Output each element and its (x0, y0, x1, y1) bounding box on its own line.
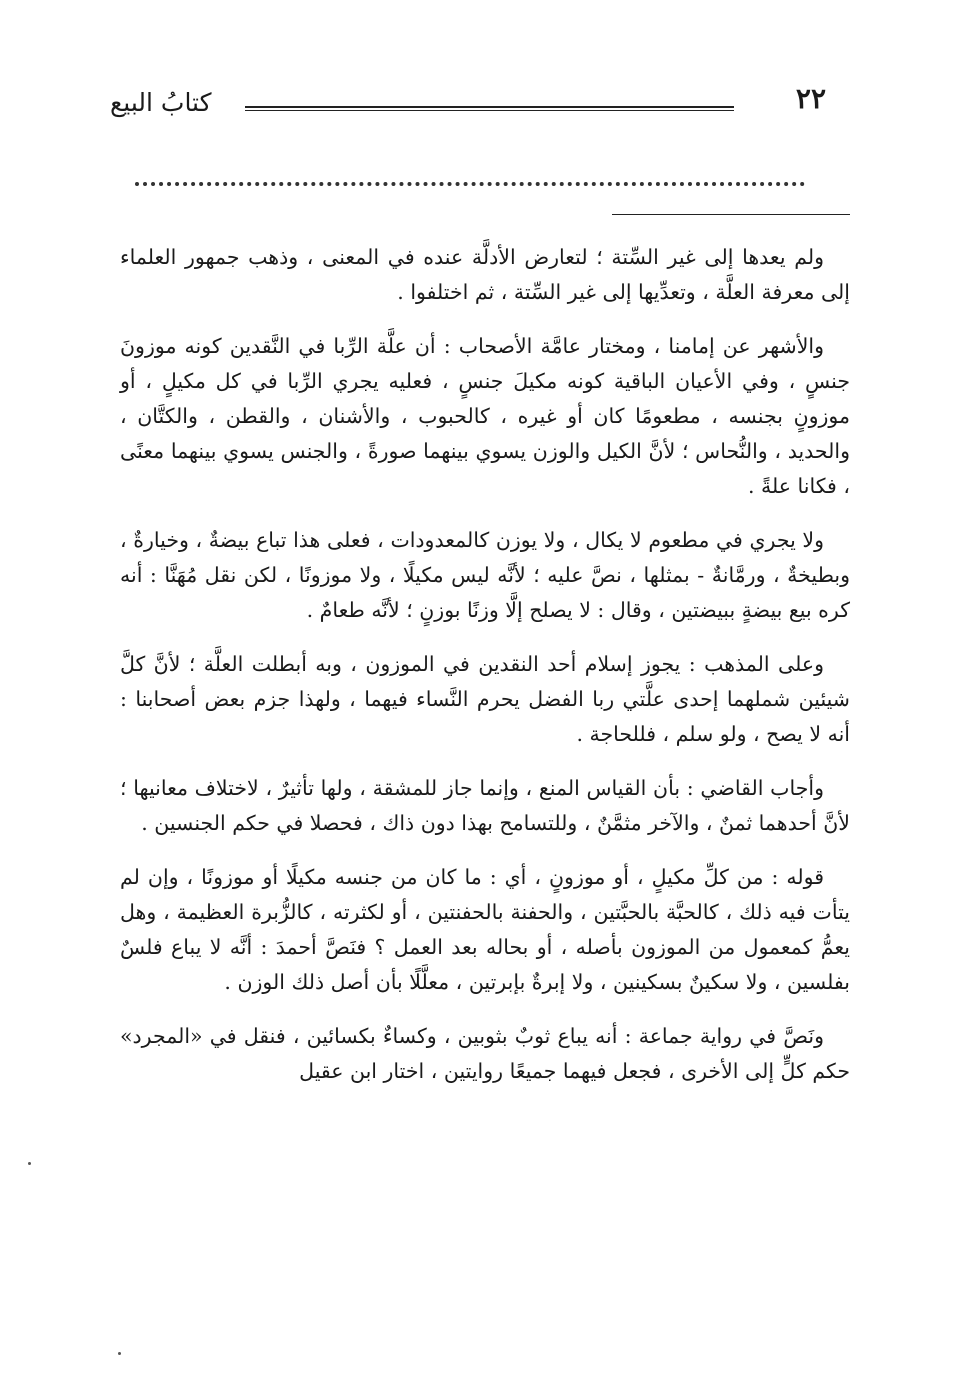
footnote-rule (612, 214, 850, 215)
running-header (110, 82, 826, 122)
body-text (120, 240, 850, 1108)
header-rule (245, 106, 734, 111)
dotted-separator (135, 182, 805, 196)
paragraph: قوله : من كلِّ مكيلٍ ، أو موزونٍ ، أي : ما كان من جنسه مكيلًا أو موزونًا ، وإن لم يتأت فيه ذلك ، كالحبَّة بالحبَّتين ، والحفنة بالحفنتين ، أو لكثرته ، كالزُّبرة العظيمة ، وهل يعمُّ كمعمول من الموزون بأصله ، أو بحاله بعد العمل ؟ فنَصَّ أحمدَ : أنَّه لا يباع فلسٌ بفلسين ، ولا سكينٌ بسكينين ، ولا إبرةٌ بإبرتين ، معلَّلًا بأن أصل ذلك الوزن . (120, 865, 850, 994)
scan-speck (118, 1352, 121, 1355)
scan-speck (28, 1162, 31, 1165)
paragraph: ولا يجري في مطعوم لا يكال ، ولا يوزن كالمعدودات ، فعلى هذا تباع بيضةٌ ، وخيارةٌ ، وبطيخةٌ ، ورمَّانةٌ - بمثلها ، نصَّ عليه ؛ لأنَّه ليس مكيلًا ، ولا موزونًا ، لكن نقل مُهَنَّا : أنه كره بيع بيضةٍ ببيضتين ، وقال : لا يصلح إلَّا وزنًا بوزنٍ ؛ لأنَّه طعامٌ . (120, 528, 850, 622)
running-title: كتابُ البيع (110, 88, 212, 117)
paragraph: وأجاب القاضي : بأن القياس المنع ، وإنما جاز للمشقة ، ولها تأثيرٌ ، لاختلاف معانيها ؛ لأنَّ أحدهما ثمنٌ ، والآخر مثمَّنٌ ، وللتسامح بهذا دون ذاك ، فحصلا في حكم الجنسين . (120, 776, 850, 835)
page-number: ٢٢ (795, 82, 826, 115)
paragraph: وعلى المذهب : يجوز إسلام أحد النقدين في الموزون ، وبه أبطلت العلَّة ؛ لأنَّ كلَّ شيئين شملهما إحدى علَّتي ربا الفضل يحرم النَّساء فيهما ، ولهذا جزم بعض أصحابنا : أنه لا يصح ، ولو سلم ، فللحاجة . (120, 652, 850, 746)
paragraph: ولم يعدها إلى غير السِّتة ؛ لتعارض الأدلَّة عنده في المعنى ، وذهب جمهور العلماء إلى معرفة العلَّة ، وتعدِّيها إلى غير السِّتة ، ثم اختلفوا . (120, 245, 850, 304)
paragraph: ونَصَّ في رواية جماعة : أنه يباع ثوبٌ بثوبين ، وكساءٌ بكسائين ، فنقل في «المجرد» حكم كلٍّ إلى الأخرى ، فجعل فيهما جميعًا روايتين ، اختار ابن عقيل (120, 1024, 850, 1083)
paragraph: والأشهر عن إمامنا ، ومختار عامَّة الأصحاب : أن علَّة الرِّبا في النَّقدين كونه موزونَ جنسٍ ، وفي الأعيان الباقية كونه مكيلَ جنسٍ ، فعليه يجري الرِّبا في كل مكيلٍ ، أو موزونٍ بجنسه ، مطعومًا كان أو غيره ، كالحبوب ، والأشنان ، والقطن ، والكتَّان ، والحديد ، والنُّحاس ؛ لأنَّ الكيل والوزن يسوي بينهما صورةً ، والجنس يسوي بينهما معنًى ، فكانا علةً . (120, 334, 850, 498)
